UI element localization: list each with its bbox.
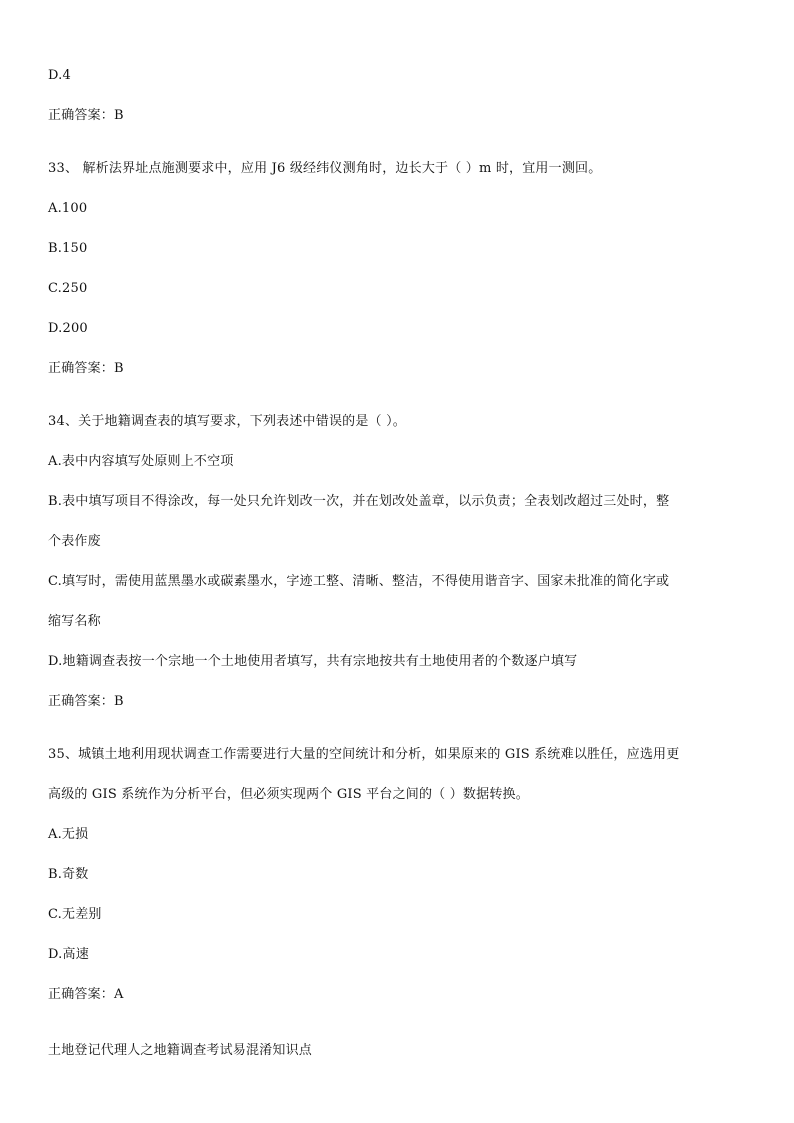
q35-stem-line1: 35、城镇土地利用现状调查工作需要进行大量的空间统计和分析，如果原来的 GIS 系统难以胜任，应选用更	[48, 747, 680, 762]
q34-option-b-line1: B.表中填写项目不得涂改，每一处只允许划改一次，并在划改处盖章，以示负责；全表划改超过三处时，整	[48, 494, 670, 509]
q34-answer: 正确答案：B	[48, 694, 124, 709]
q34-option-d: D.地籍调查表按一个宗地一个土地使用者填写，共有宗地按共有土地使用者的个数逐户填写	[48, 654, 578, 669]
q35-answer: 正确答案：A	[48, 987, 124, 1002]
prev-answer: 正确答案：B	[48, 108, 124, 123]
q33-option-d: D.200	[48, 321, 88, 336]
q35-stem-line2: 高级的 GIS 系统作为分析平台，但必须实现两个 GIS 平台之间的（ ）数据转换。	[48, 787, 529, 802]
q35-option-d: D.高速	[48, 947, 89, 962]
q33-option-c: C.250	[48, 281, 88, 296]
q34-option-c-line1: C.填写时，需使用蓝黑墨水或碳素墨水，字迹工整、清晰、整洁，不得使用谐音字、国家未批准的简化字或	[48, 574, 670, 589]
q33-answer: 正确答案：B	[48, 361, 124, 376]
prev-option-d: D.4	[48, 68, 71, 83]
section-title: 土地登记代理人之地籍调查考试易混淆知识点	[48, 1043, 313, 1058]
q34-option-b-line2: 个表作废	[48, 534, 101, 549]
q35-option-b: B.奇数	[48, 867, 89, 882]
q35-option-c: C.无差别	[48, 907, 102, 922]
q33-option-a: A.100	[48, 201, 88, 216]
q34-stem: 34、关于地籍调查表的填写要求，下列表述中错误的是（ ）。	[48, 414, 406, 429]
q33-option-b: B.150	[48, 241, 88, 256]
q35-option-a: A.无损	[48, 827, 89, 842]
q33-stem: 33、 解析法界址点施测要求中，应用 J6 级经纬仪测角时，边长大于（ ）m 时，宜用一测回。	[48, 161, 602, 176]
q34-option-a: A.表中内容填写处原则上不空项	[48, 454, 234, 469]
q34-option-c-line2: 缩写名称	[48, 614, 101, 629]
